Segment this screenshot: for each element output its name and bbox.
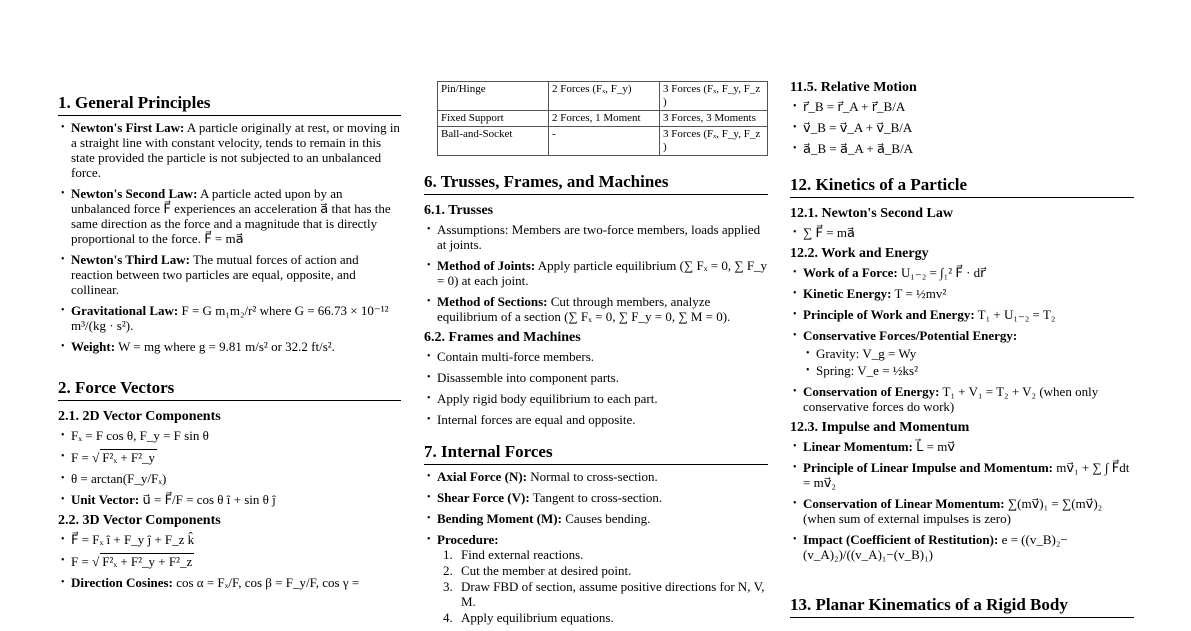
list-item: • Bending Moment (M): Causes bending. bbox=[424, 511, 768, 526]
table-cell: Ball-and-Socket bbox=[438, 127, 549, 156]
table-cell: 3 Forces (Fₓ, F_y, F_z ) bbox=[660, 127, 768, 156]
table-row bbox=[438, 127, 768, 156]
list-item: • Disassemble into component parts. bbox=[424, 370, 768, 385]
list-item: • Newton's First Law: A particle originally at rest, or moving in a straight line with constant velocity, tends to remain in this state provided the particle is not subjected to an unbalanced force. bbox=[58, 120, 401, 180]
list-item: • Method of Joints: Apply particle equilibrium (∑ Fₓ = 0, ∑ F_y = 0) at each joint. bbox=[424, 258, 768, 288]
procedure-step: 2. Cut the member at desired point. bbox=[437, 563, 768, 578]
internal-forces-list bbox=[424, 469, 768, 625]
subsection-title: 6.1. Trusses bbox=[424, 203, 494, 218]
table-cell: - bbox=[549, 127, 660, 156]
list-item: • Impact (Coefficient of Restitution): e = ((v_B)₂−(v_A)₂)/((v_A)₁−(v_B)₁) bbox=[790, 532, 1134, 562]
procedure-step: 1. Find external reactions. bbox=[437, 547, 768, 562]
vector-2d-list bbox=[58, 428, 401, 507]
list-item: • Apply rigid body equilibrium to each part. bbox=[424, 391, 768, 406]
list-item: • Conservative Forces/Potential Energy: • Gravity: V_g = Wy • Spring: V_e = ½ks² bbox=[790, 328, 1134, 378]
section-kinetics bbox=[790, 175, 1134, 568]
relative-motion-list bbox=[790, 99, 1134, 156]
list-item: • r⃗_B = r⃗_A + r⃗_B/A bbox=[790, 99, 1134, 114]
procedure-step: 4. Apply equilibrium equations. bbox=[437, 610, 768, 625]
table-cell: 3 Forces, 3 Moments bbox=[660, 111, 768, 127]
frames-list bbox=[424, 349, 768, 427]
trusses-list bbox=[424, 222, 768, 324]
subsection-title: 6.2. Frames and Machines bbox=[424, 330, 581, 345]
procedure-step: 3. Draw FBD of section, assume positive directions for N, V, M. bbox=[437, 579, 768, 609]
list-item: • Axial Force (N): Normal to cross-section. bbox=[424, 469, 768, 484]
list-item: • Method of Sections: Cut through members, analyze equilibrium of a section (∑ Fₓ = 0, ∑ F_y = 0, ∑ M = 0). bbox=[424, 294, 768, 324]
supports-table-wrap bbox=[424, 81, 768, 156]
section-title: 7. Internal Forces bbox=[424, 442, 768, 465]
list-item: • Newton's Second Law: A particle acted upon by an unbalanced force F⃗ experiences an acceleration a⃗ that has the same direction as the force and a magnitude that is directly proportional to the force. F⃗ = ma⃗ bbox=[58, 186, 401, 246]
table-cell: 2 Forces, 1 Moment bbox=[549, 111, 660, 127]
table-cell: 3 Forces (Fₓ, F_y, F_z ) bbox=[660, 82, 768, 111]
newton-list bbox=[790, 225, 1134, 240]
table-row bbox=[438, 82, 768, 111]
list-item: • Kinetic Energy: T = ½mv² bbox=[790, 286, 1134, 301]
list-item: • Principle of Work and Energy: T₁ + U₁₋₂ = T₂ bbox=[790, 307, 1134, 322]
impulse-list bbox=[790, 439, 1134, 562]
list-item: • Internal forces are equal and opposite. bbox=[424, 412, 768, 427]
procedure-steps bbox=[437, 547, 768, 625]
section-title: 13. Planar Kinematics of a Rigid Body bbox=[790, 595, 1134, 618]
list-item: • v⃗_B = v⃗_A + v⃗_B/A bbox=[790, 120, 1134, 135]
supports-table bbox=[437, 81, 768, 156]
section-relative-motion bbox=[790, 80, 1134, 162]
list-item: • Unit Vector: u⃗ = F⃗/F = cos θ î + sin θ ĵ bbox=[58, 492, 401, 507]
list-item: • Contain multi-force members. bbox=[424, 349, 768, 364]
list-item: • F⃗ = Fₓ î + F_y ĵ + F_z k̂ bbox=[58, 532, 401, 547]
list-item: • Conservation of Energy: T₁ + V₁ = T₂ + V₂ (when only conservative forces do work) bbox=[790, 384, 1134, 414]
list-item: • θ = arctan(F_y/Fₓ) bbox=[58, 471, 401, 486]
list-item: • Newton's Third Law: The mutual forces of action and reaction between two particles are equal, opposite, and collinear. bbox=[58, 252, 401, 297]
section-planar-kinematics bbox=[790, 595, 1134, 618]
vector-3d-list bbox=[58, 532, 401, 590]
list-item: • Gravity: V_g = Wy bbox=[803, 346, 1134, 361]
list-item: • Shear Force (V): Tangent to cross-section. bbox=[424, 490, 768, 505]
list-item: • Conservation of Linear Momentum: ∑(mv⃗)₁ = ∑(mv⃗)₂ (when sum of external impulses is zero) bbox=[790, 496, 1134, 526]
subsection-title: 2.1. 2D Vector Components bbox=[58, 409, 221, 424]
table-row bbox=[438, 111, 768, 127]
list-item: • Gravitational Law: F = G m₁m₂/r² where G = 66.73 × 10⁻¹² m³/(kg · s²). bbox=[58, 303, 401, 333]
list-item: • Linear Momentum: L⃗ = mv⃗ bbox=[790, 439, 1134, 454]
list-item: • Spring: V_e = ½ks² bbox=[803, 363, 1134, 378]
section-title: 2. Force Vectors bbox=[58, 378, 401, 401]
list-item: • Principle of Linear Impulse and Momentum: mv⃗₁ + ∑ ∫ F⃗dt = mv⃗₂ bbox=[790, 460, 1134, 490]
section-general-principles bbox=[58, 93, 401, 360]
list-item: • Weight: W = mg where g = 9.81 m/s² or 32.2 ft/s². bbox=[58, 339, 401, 354]
subsection-title: 12.3. Impulse and Momentum bbox=[790, 420, 970, 435]
list-item: • F = √ F²ₓ + F²_y + F²_z bbox=[58, 553, 401, 569]
list-item: • Work of a Force: U₁₋₂ = ∫₁² F⃗ · dr⃗ bbox=[790, 265, 1134, 280]
list-item: • F = √ F²ₓ + F²_y bbox=[58, 449, 401, 465]
list-item: • Assumptions: Members are two-force members, loads applied at joints. bbox=[424, 222, 768, 252]
principles-list bbox=[58, 120, 401, 354]
work-energy-list bbox=[790, 265, 1134, 414]
list-item: • ∑ F⃗ = ma⃗ bbox=[790, 225, 1134, 240]
section-title: 1. General Principles bbox=[58, 93, 401, 116]
table-cell: Fixed Support bbox=[438, 111, 549, 127]
table-cell: Pin/Hinge bbox=[438, 82, 549, 111]
list-item: • Procedure: 1. Find external reactions. 2. Cut the member at desired point. 3. Draw FBD of section, assume positive directions for N, V, M. 4. Apply equilibrium equations. bbox=[424, 532, 768, 625]
subsection-title: 12.2. Work and Energy bbox=[790, 246, 929, 261]
list-item: • a⃗_B = a⃗_A + a⃗_B/A bbox=[790, 141, 1134, 156]
subsection-title: 12.1. Newton's Second Law bbox=[790, 206, 953, 221]
list-item: • Direction Cosines: cos α = Fₓ/F, cos β = F_y/F, cos γ = bbox=[58, 575, 401, 590]
table-cell: 2 Forces (Fₓ, F_y) bbox=[549, 82, 660, 111]
section-internal-forces bbox=[424, 442, 768, 631]
subsection-title: 11.5. Relative Motion bbox=[790, 80, 917, 95]
list-item: • Fₓ = F cos θ, F_y = F sin θ bbox=[58, 428, 401, 443]
section-title: 12. Kinetics of a Particle bbox=[790, 175, 1134, 198]
section-title: 6. Trusses, Frames, and Machines bbox=[424, 172, 768, 195]
section-trusses bbox=[424, 172, 768, 433]
potential-energy-list bbox=[803, 346, 1134, 378]
subsection-title: 2.2. 3D Vector Components bbox=[58, 513, 221, 528]
section-force-vectors bbox=[58, 378, 401, 596]
